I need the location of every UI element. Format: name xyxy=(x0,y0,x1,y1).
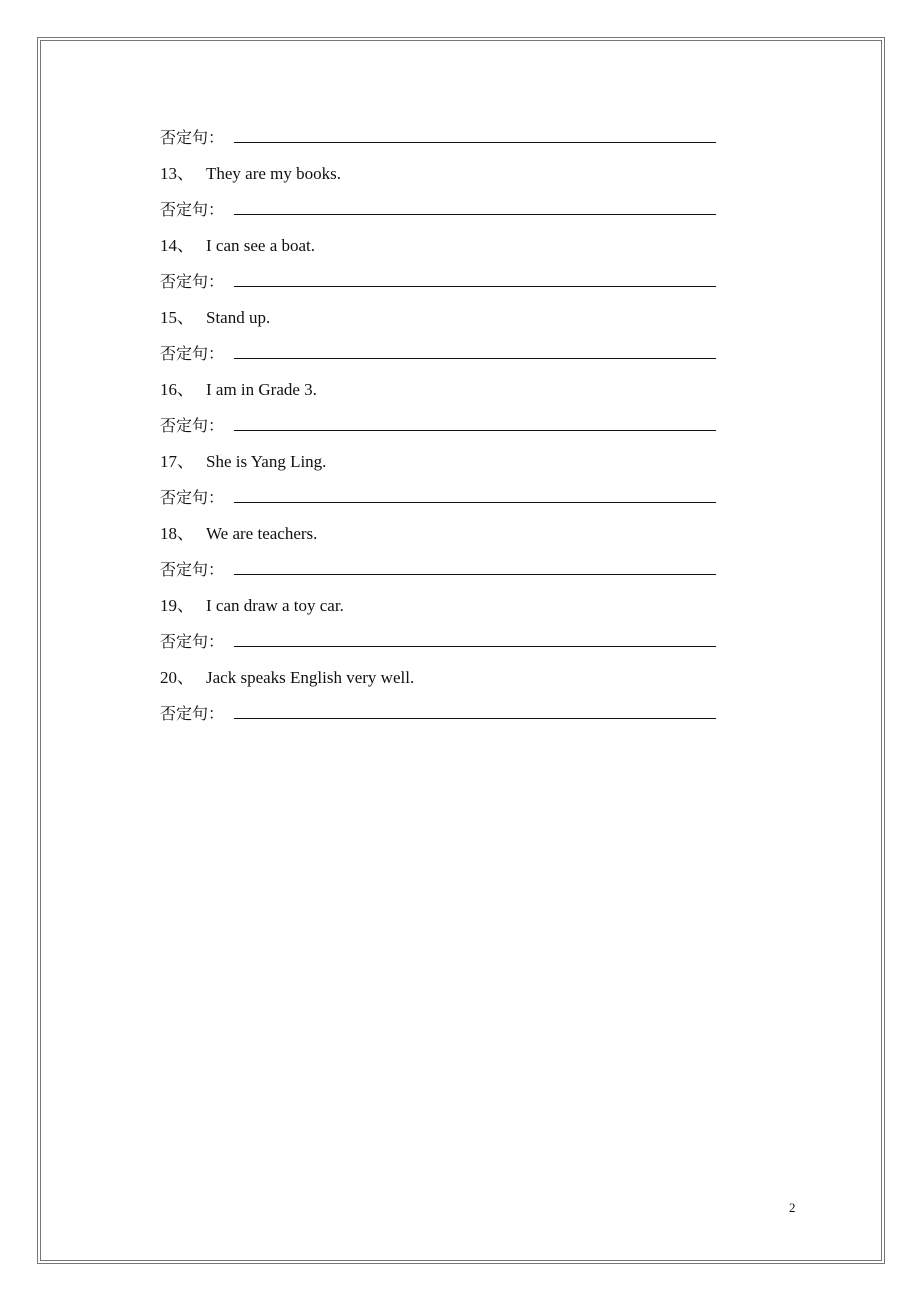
answer-blank[interactable] xyxy=(234,574,716,575)
answer-row xyxy=(160,192,720,228)
question-row xyxy=(160,516,720,552)
question-number: 13、 xyxy=(160,164,194,183)
question-number: 18、 xyxy=(160,524,194,543)
answer-row xyxy=(160,336,720,372)
question-number: 14、 xyxy=(160,236,194,255)
answer-row xyxy=(160,264,720,300)
question-sentence: I can draw a toy car. xyxy=(206,596,344,615)
negative-sentence-label: 否定句： xyxy=(160,200,225,219)
question-row xyxy=(160,228,720,264)
negative-sentence-label: 否定句： xyxy=(160,488,225,507)
question-sentence: Jack speaks English very well. xyxy=(206,668,415,687)
question-sentence: She is Yang Ling. xyxy=(206,452,327,471)
question-row xyxy=(160,660,720,696)
question-number: 16、 xyxy=(160,380,194,399)
question-row xyxy=(160,588,720,624)
answer-row xyxy=(160,408,720,444)
negative-sentence-label: 否定句： xyxy=(160,416,225,435)
answer-row xyxy=(160,480,720,516)
answer-row xyxy=(160,552,720,588)
answer-row xyxy=(160,120,720,156)
question-number: 15、 xyxy=(160,308,194,327)
answer-blank[interactable] xyxy=(234,646,716,647)
negative-sentence-label: 否定句： xyxy=(160,128,225,147)
question-number: 19、 xyxy=(160,596,194,615)
question-sentence: I am in Grade 3. xyxy=(206,380,317,399)
answer-blank[interactable] xyxy=(234,142,716,143)
question-row xyxy=(160,372,720,408)
answer-blank[interactable] xyxy=(234,502,716,503)
question-sentence: They are my books. xyxy=(206,164,342,183)
answer-blank[interactable] xyxy=(234,286,716,287)
question-number: 17、 xyxy=(160,452,194,471)
question-number: 20、 xyxy=(160,668,194,687)
question-row xyxy=(160,300,720,336)
question-row xyxy=(160,156,720,192)
negative-sentence-label: 否定句： xyxy=(160,344,225,363)
answer-blank[interactable] xyxy=(234,718,716,719)
negative-sentence-label: 否定句： xyxy=(160,632,225,651)
answer-row xyxy=(160,624,720,660)
negative-sentence-label: 否定句： xyxy=(160,272,225,291)
question-sentence: I can see a boat. xyxy=(206,236,316,255)
answer-blank[interactable] xyxy=(234,430,716,431)
negative-sentence-label: 否定句： xyxy=(160,560,225,579)
answer-blank[interactable] xyxy=(234,358,716,359)
answer-row xyxy=(160,696,720,732)
question-sentence: Stand up. xyxy=(206,308,271,327)
answer-blank[interactable] xyxy=(234,214,716,215)
negative-sentence-label: 否定句： xyxy=(160,704,225,723)
question-sentence: We are teachers. xyxy=(206,524,318,543)
page-number: 2 xyxy=(789,1200,796,1215)
question-row xyxy=(160,444,720,480)
exercise-list xyxy=(160,120,720,732)
